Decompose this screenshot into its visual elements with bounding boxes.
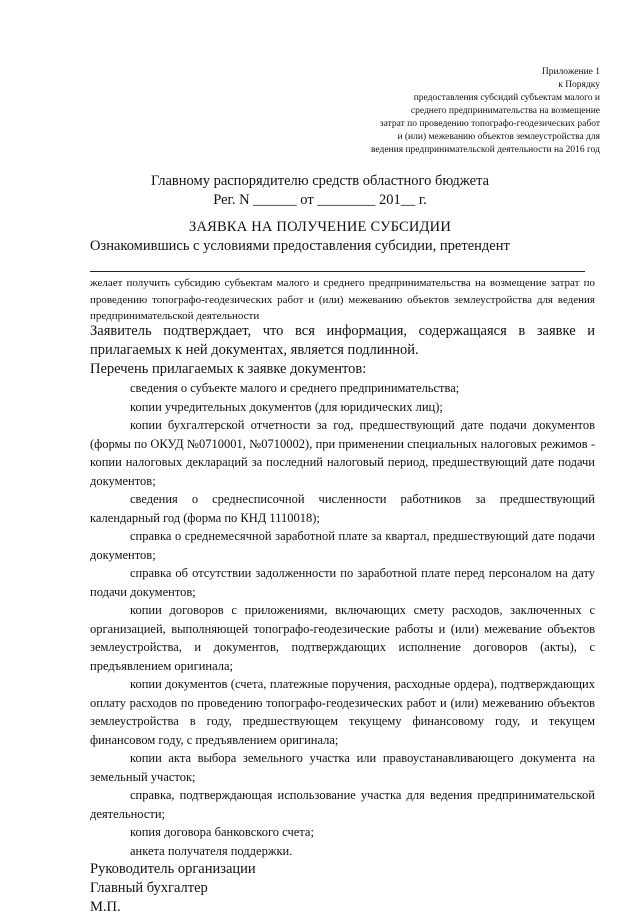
document-item: справка об отсутствии задолженности по заработной плате перед персоналом на дату подачи документов; xyxy=(90,566,595,599)
appendix-line: предоставления субсидий субъектам малого и xyxy=(413,93,600,103)
signature-accountant: Главный бухгалтер xyxy=(90,880,208,896)
registration-line: Рег. N ______ от ________ 201__ г. xyxy=(213,192,427,208)
appendix-line: среднего предпринимательства на возмещение xyxy=(410,106,600,116)
signature-head: Руководитель организации xyxy=(90,861,256,877)
addressee-line: Главному распорядителю средств областного бюджета xyxy=(150,173,490,189)
document-item: анкета получателя поддержки. xyxy=(130,843,293,858)
intro-text: Ознакомившись с условиями предоставления субсидии, претендент xyxy=(90,238,510,254)
document-item: копии учредительных документов (для юридических лиц); xyxy=(130,399,443,414)
document-item: сведения о среднесписочной численности работников за предшествующий календарный год (форма по КНД 1110018); xyxy=(90,492,595,525)
appendix-line: затрат по проведению топографо-геодезических работ xyxy=(379,119,600,129)
document-item: копия договора банковского счета; xyxy=(130,825,314,839)
appendix-header xyxy=(300,66,600,157)
document-item: копии бухгалтерской отчетности за год, предшествующий дате подачи документов (формы по ОКУД №0710001, №0710002), при применении специальных налоговых режимов - копии налоговых деклараций за последний налоговый период, предшествующий дате подачи документов; xyxy=(90,418,595,488)
purpose-text: желает получить субсидию субъектам малого и среднего предпринимательства на возмещение затрат по проведению топографо-геодезических работ и (или) межеванию объектов землеустройства для ведения предпринимательской деятельности xyxy=(90,277,595,322)
document-item: копии документов (счета, платежные поручения, расходные ордера), подтверждающих оплату расходов по проведению топографо-геодезических работ и (или) межеванию объектов землеустройства в году, предшествующем текущему финансовому году, и текущем финансовом году, с предъявлением оригинала; xyxy=(90,677,595,747)
appendix-line: Приложение 1 xyxy=(541,67,600,77)
document-body xyxy=(90,322,595,917)
appendix-line: к Порядку xyxy=(558,80,600,90)
documents-list-heading: Перечень прилагаемых к заявке документов: xyxy=(90,361,367,377)
appendix-line: ведения предпринимательской деятельности на 2016 год xyxy=(370,145,600,155)
confirmation-text: Заявитель подтверждает, что вся информация, содержащаяся в заявке и прилагаемых к ней документах, является подлинной. xyxy=(90,323,595,358)
appendix-line: и (или) межеванию объектов землеустройства для xyxy=(397,132,600,142)
document-item: сведения о субъекте малого и среднего предпринимательства; xyxy=(130,381,460,395)
document-item: копии договоров с приложениями, включающих смету расходов, заключенных с организацией, выполняющей топографо-геодезические работы и (или) межевание объектов землеустройства, и документов, подтверждающих исполнение договоров (акты), с предъявлением оригинала; xyxy=(90,603,595,673)
stamp-label: М.П. xyxy=(90,899,121,915)
document-title: ЗАЯВКА НА ПОЛУЧЕНИЕ СУБСИДИИ xyxy=(189,219,451,235)
applicant-blank-line xyxy=(90,271,585,272)
document-item: копии акта выбора земельного участка или правоустанавливающего документа на земельный участок; xyxy=(90,751,595,784)
document-item: справка о среднемесячной заработной плате за квартал, предшествующий дате подачи документов; xyxy=(90,529,595,562)
document-item: справка, подтверждающая использование участка для ведения предпринимательской деятельности; xyxy=(90,788,595,821)
